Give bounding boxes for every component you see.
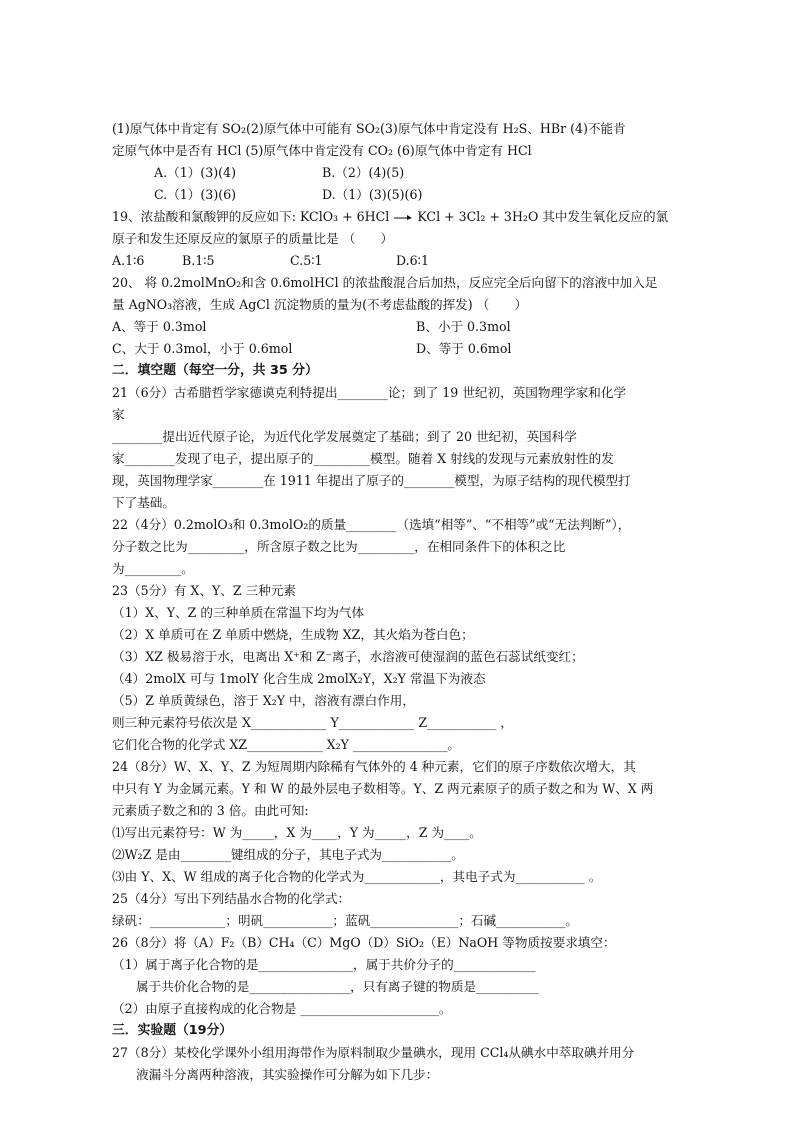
q18-line2: 定原气体中是否有 HCl (5)原气体中肯定没有 CO₂ (6)原气体中肯定有 HCl (112, 143, 532, 158)
q23-line1: 23（5分）有 X、Y、Z 三种元素 (112, 583, 297, 598)
q27-line1: 27（8分）某校化学课外小组用海带作为原料制取少量碘水，现用 CCl₄从碘水中萃取碘并用分 (112, 1045, 635, 1060)
q21-line6: 下了基础。 (112, 495, 175, 510)
q18-line1: (1)原气体中肯定有 SO₂(2)原气体中可能有 SO₂(3)原气体中肯定没有 H₂S、HBr (4)不能肯 (112, 121, 626, 136)
q20-options-row1 (112, 316, 690, 338)
reaction-arrow-icon (393, 206, 413, 228)
q24-line2: 中只有 Y 为金属元素。Y 和 W 的最外层电子数相等。Y、Z 两元素原子的质子数之和为 W、X 两 (112, 781, 654, 796)
q26-line2: （1）属于离子化合物的是_______________，属于共价分子的_____________ (112, 957, 536, 972)
q23-line8: 它们化合物的化学式 XZ____________ X₂Y _______________。 (112, 737, 461, 752)
q18-option-b: B.（2）(4)(5) (322, 165, 405, 180)
q19-options (112, 250, 690, 272)
q20-line2: 量 AgNO₃溶液，生成 AgCl 沉淀物质的量为(不考虑盐酸的挥发) （ ） (112, 297, 528, 312)
q22-line2: 分子数之比为_________，所含原子数之比为_________，在相同条件下的体积之比 (112, 539, 566, 554)
q23-line3: （2）X 单质可在 Z 单质中燃烧，生成物 XZ，其火焰为苍白色； (112, 627, 474, 642)
q19-equation-left: 19、浓盐酸和氯酸钾的反应如下: KClO₃ + 6HCl (112, 209, 390, 224)
q20-option-b: B、小于 0.3mol (416, 319, 511, 334)
q21-line2: 家 (112, 407, 125, 422)
q23-line6: （5）Z 单质黄绿色，溶于 X₂Y 中，溶液有漂白作用， (112, 693, 415, 708)
q26-line4: （2）由原子直接构成的化合物是 ______________________。 (112, 1001, 452, 1016)
q24-line6: ⑶由 Y、X、W 组成的离子化合物的化学式为____________，其电子式为___________ 。 (112, 869, 602, 884)
exam-page (112, 118, 690, 1086)
q20-option-c: C、大于 0.3mol，小于 0.6mol (112, 341, 293, 356)
q19-option-a: A.1∶6 (112, 253, 145, 268)
q18-option-a: A.（1）(3)(4) (154, 165, 236, 180)
q21-line1: 21（6分）古希腊哲学家德谟克利特提出________论；到了 19 世纪初，英国物理学家和化学 (112, 385, 627, 400)
q20-option-d: D、等于 0.6mol (416, 341, 512, 356)
q24-line1: 24（8分）W、X、Y、Z 为短周期内除稀有气体外的 4 种元素，它们的原子序数依次增大，其 (112, 759, 636, 774)
section-heading-experiment: 三．实验题（19分） (112, 1023, 233, 1038)
q20-option-a: A、等于 0.3mol (112, 319, 207, 334)
q25-line2: 绿矾：____________；明矾___________；蓝矾______________；石碱___________。 (112, 913, 578, 928)
q26-line1: 26（8分）将（A）F₂（B）CH₄（C）MgO（D）SiO₂（E）NaOH 等物质按要求填空： (112, 935, 616, 950)
q24-line3: 元素质子数之和的 3 倍。由此可知: (112, 803, 309, 818)
q23-line7: 则三种元素符号依次是 X____________ Y____________ Z___________ ， (112, 715, 513, 730)
q27-line2: 液漏斗分离两种溶液，其实验操作可分解为如下几步： (136, 1067, 439, 1082)
q21-line5: 现，英国物理学家________在 1911 年提出了原子的________模型，为原子结构的现代模型打 (112, 473, 631, 488)
q19-line1 (112, 206, 690, 228)
q23-line2: （1）X、Y、Z 的三种单质在常温下均为气体 (112, 605, 365, 620)
q19-option-b: B.1∶5 (182, 253, 215, 268)
q20-line1: 20、 将 0.2molMnO₂和含 0.6molHCl 的浓盐酸混合后加热，反应完全后向留下的溶液中加入足 (112, 275, 658, 290)
q23-line5: （4）2molX 可与 1molY 化合生成 2molX₂Y，X₂Y 常温下为液态 (112, 671, 486, 686)
q25-line1: 25（4分）写出下列结晶水合物的化学式： (112, 891, 351, 906)
q18-option-d: D.（1）(3)(5)(6) (322, 187, 423, 202)
q19-line2: 原子和发生还原反应的氯原子的质量比是 （ ） (112, 231, 394, 246)
q24-line5: ⑵W₂Z 是由________键组成的分子，其电子式为___________。 (112, 847, 464, 862)
q21-line3: ________提出近代原子论，为近代化学发展奠定了基础；到了 20 世纪初，英国科学 (112, 429, 577, 444)
q22-line3: 为_________。 (112, 561, 194, 576)
q23-line4: （3）XZ 极易溶于水，电离出 X⁺和 Z⁻离子，水溶液可使湿润的蓝色石蕊试纸变红； (112, 649, 584, 664)
q26-line3: 属于共价化合物的是________________，只有离子键的物质是__________ (136, 979, 539, 994)
q18-options-row2 (112, 184, 690, 206)
q18-options-row1 (112, 162, 690, 184)
q18-option-c: C.（1）(3)(6) (154, 187, 237, 202)
section-heading-fill-in: 二．填空题（每空一分，共 35 分） (112, 363, 318, 378)
q19-option-c: C.5∶1 (290, 253, 323, 268)
q22-line1: 22（4分）0.2molO₃和 0.3molO₂的质量________（选填“相等”、“不相等”或“无法判断”）， (112, 517, 631, 532)
q24-line4: ⑴写出元素符号：W 为_____，X 为____，Y 为_____，Z 为____。 (112, 825, 482, 840)
q19-equation-right: KCl + 3Cl₂ + 3H₂O 其中发生氧化反应的氯 (417, 209, 669, 224)
q21-line4: 家________发现了电子，提出原子的_________模型。随着 X 射线的发现与元素放射性的发 (112, 451, 614, 466)
q20-options-row2 (112, 338, 690, 360)
q19-option-d: D.6∶1 (396, 253, 429, 268)
